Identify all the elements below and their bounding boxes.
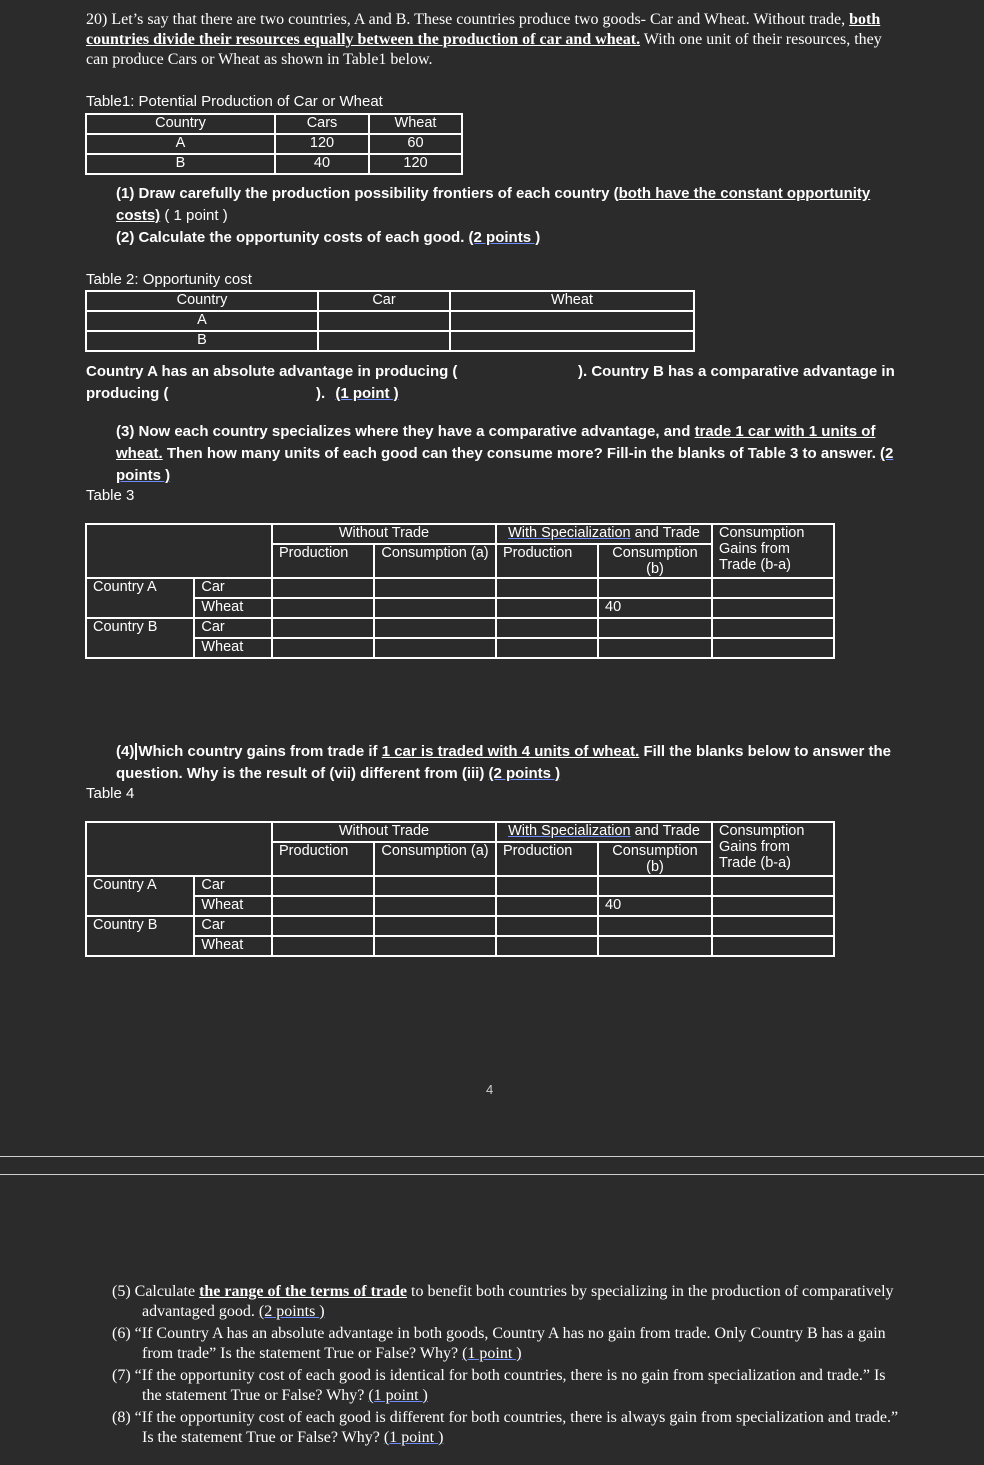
table4-sub-consumption-b: Consumption (b) (598, 842, 712, 876)
table4-input-cell[interactable] (598, 936, 712, 956)
table4-input-cell[interactable] (374, 896, 496, 916)
table2-header-car: Car (318, 291, 450, 311)
q3-points: (2 points ) (116, 445, 894, 484)
table3-good: Wheat (194, 638, 272, 658)
table3-input-cell[interactable] (712, 578, 834, 598)
question-4 (116, 741, 896, 785)
table3-input-cell[interactable] (712, 638, 834, 658)
table3-country-b: Country B (86, 618, 194, 658)
table3-sub-production-2: Production (496, 544, 598, 578)
table4-sub-production-2: Production (496, 842, 598, 876)
table3-input-cell[interactable] (374, 598, 496, 618)
q6-text: “If Country A has an absolute advantage in both goods, Country A has no gain from trade. Only Country B has a gain from trade” Is the statement True or False? Why? (134, 1325, 886, 1362)
q8-text: “If the opportunity cost of each good is different for both countries, there is always gain from specialization and trade.” Is the statement True or False? Why? (134, 1409, 899, 1446)
table4-input-cell[interactable] (598, 916, 712, 936)
advantage-sentence-1 (86, 361, 457, 383)
page-divider-top (0, 1156, 984, 1157)
table2-input-cell[interactable] (450, 331, 694, 351)
table2-cell: A (86, 311, 318, 331)
table2-input-cell[interactable] (318, 311, 450, 331)
table1 (85, 113, 463, 175)
question-number: 20) (86, 11, 108, 28)
q6-number: (6) (112, 1325, 131, 1342)
table2-input-cell[interactable] (318, 331, 450, 351)
table2-caption: Table 2: Opportunity cost (86, 271, 252, 288)
table3-input-cell[interactable] (374, 618, 496, 638)
table4-header-gains: Consumption Gains from Trade (b-a) (712, 822, 834, 876)
q4-underlined: 1 car is traded with 4 units of wheat. (381, 743, 640, 760)
intro-underlined: both countries divide their resources equally between the production of car and wheat. (86, 11, 881, 48)
table4-value-40[interactable]: 40 (598, 896, 712, 916)
table1-cell: 40 (275, 154, 369, 174)
question-2 (116, 227, 540, 249)
page-number: 4 (486, 1082, 494, 1097)
table1-cell: 60 (369, 134, 462, 154)
q1-points: ( 1 point ) (164, 207, 228, 224)
q8-number: (8) (112, 1409, 131, 1426)
table4-sub-consumption-a: Consumption (a) (374, 842, 496, 876)
table1-cell: 120 (369, 154, 462, 174)
table3-input-cell[interactable] (496, 598, 598, 618)
table4-corner (86, 822, 272, 876)
table3-good: Car (194, 578, 272, 598)
page-divider-bottom (0, 1174, 984, 1175)
table3 (85, 523, 835, 659)
table3-input-cell[interactable] (598, 638, 712, 658)
advantage-points: (1 point ) (335, 385, 399, 402)
table3-sub-consumption-a: Consumption (a) (374, 544, 496, 578)
table1-caption: Table1: Potential Production of Car or Wheat (86, 93, 383, 110)
q4-number: (4) (116, 743, 135, 760)
table3-good: Car (194, 618, 272, 638)
table4-good: Wheat (194, 936, 272, 956)
intro-text-1: Let’s say that there are two countries, A and B. These countries produce two goods- Car and Wheat. Without trade, (111, 11, 846, 28)
q4-rest: Fill the blanks below to answer the question. Why is the result of (vii) different from (iii) (116, 743, 891, 782)
question-8 (112, 1408, 902, 1448)
advantage-text-3: producing ( (86, 385, 169, 402)
questions-5-8 (112, 1282, 902, 1450)
q7-number: (7) (112, 1367, 131, 1384)
table1-header-country: Country (86, 114, 275, 134)
table3-input-cell[interactable] (496, 578, 598, 598)
q1-text: (1) Draw carefully the production possibility frontiers of each country ( (116, 185, 619, 202)
table4-good: Wheat (194, 896, 272, 916)
advantage-text-4: ). (316, 385, 326, 402)
table3-header-gains: Consumption Gains from Trade (b-a) (712, 524, 834, 578)
table3-sub-production: Production (272, 544, 374, 578)
q4-points: (2 points ) (488, 765, 561, 782)
advantage-sentence-4 (316, 383, 399, 405)
table4-country-b: Country B (86, 916, 194, 956)
with-specialization-link[interactable]: With Specialization (508, 823, 631, 839)
q4-text: Which country gains from trade if (135, 743, 377, 760)
table2-input-cell[interactable] (450, 311, 694, 331)
table4-input-cell[interactable] (272, 936, 374, 956)
table3-input-cell[interactable] (374, 638, 496, 658)
q2-text: (2) Calculate the opportunity costs of each good. (116, 229, 465, 246)
table4-input-cell[interactable] (496, 936, 598, 956)
advantage-sentence-2 (578, 361, 895, 383)
table3-header-without: Without Trade (272, 524, 496, 544)
table3-input-cell[interactable] (272, 598, 374, 618)
advantage-sentence-3 (86, 383, 169, 405)
q1-underlined: both have the constant opportunity costs) (116, 185, 871, 224)
table4-input-cell[interactable] (272, 916, 374, 936)
q5-number: (5) (112, 1283, 131, 1300)
table4-input-cell[interactable] (598, 876, 712, 896)
table3-corner (86, 524, 272, 578)
table1-cell: 120 (275, 134, 369, 154)
table3-caption: Table 3 (86, 487, 135, 504)
table3-header-with (496, 524, 712, 544)
table4-input-cell[interactable] (374, 876, 496, 896)
table4-header-without: Without Trade (272, 822, 496, 842)
table2-header-country: Country (86, 291, 318, 311)
q3-rest: Then how many units of each good can they consume more? Fill-in the blanks of Table 3 to answer. (166, 445, 876, 462)
table1-header-wheat: Wheat (369, 114, 462, 134)
with-trade-text: and Trade (634, 525, 700, 541)
table4-input-cell[interactable] (272, 896, 374, 916)
table3-sub-consumption-b: Consumption (b) (598, 544, 712, 578)
advantage-text-2: ). Country B has a comparative advantage in (578, 363, 895, 380)
table3-value-40[interactable]: 40 (598, 598, 712, 618)
table4-input-cell[interactable] (712, 896, 834, 916)
table4-input-cell[interactable] (374, 936, 496, 956)
table4-input-cell[interactable] (374, 916, 496, 936)
table4-input-cell[interactable] (496, 876, 598, 896)
table1-cell: B (86, 154, 275, 174)
table4-good: Car (194, 916, 272, 936)
table3-input-cell[interactable] (272, 578, 374, 598)
table2-cell: B (86, 331, 318, 351)
table4-input-cell[interactable] (712, 916, 834, 936)
table2-header-wheat: Wheat (450, 291, 694, 311)
table4-good: Car (194, 876, 272, 896)
table3-input-cell[interactable] (496, 618, 598, 638)
intro-text-2: With one unit of their resources, they can produce Cars or Wheat as shown in Table1 below. (86, 31, 882, 68)
table4-header-with (496, 822, 712, 842)
table3-input-cell[interactable] (496, 638, 598, 658)
table3-input-cell[interactable] (272, 618, 374, 638)
table1-header-cars: Cars (275, 114, 369, 134)
table4-input-cell[interactable] (496, 896, 598, 916)
table1-cell: A (86, 134, 275, 154)
table4-input-cell[interactable] (712, 876, 834, 896)
table3-input-cell[interactable] (374, 578, 496, 598)
q5-rest: to benefit both countries by specializing in the production of comparatively advantaged good. (142, 1283, 894, 1320)
q5-text: Calculate (134, 1283, 196, 1300)
q7-points: (1 point ) (368, 1387, 428, 1404)
table4-caption: Table 4 (86, 785, 135, 802)
table4-sub-production: Production (272, 842, 374, 876)
q3-underlined: trade 1 car with 1 units of wheat. (116, 423, 876, 462)
question-5 (112, 1282, 902, 1322)
question-1 (116, 183, 896, 227)
table2 (85, 290, 695, 352)
question-7 (112, 1366, 902, 1406)
question-20-intro (86, 10, 896, 70)
table3-input-cell[interactable] (272, 638, 374, 658)
table3-input-cell[interactable] (712, 618, 834, 638)
table4-input-cell[interactable] (712, 936, 834, 956)
q5-underlined: the range of the terms of trade (199, 1283, 408, 1300)
question-6 (112, 1324, 902, 1364)
table4-input-cell[interactable] (272, 876, 374, 896)
q8-points: (1 point ) (383, 1429, 444, 1446)
with-trade-text: and Trade (634, 823, 700, 839)
table3-input-cell[interactable] (598, 618, 712, 638)
table3-country-a: Country A (86, 578, 194, 618)
table3-good: Wheat (194, 598, 272, 618)
table4-country-a: Country A (86, 876, 194, 916)
with-specialization-link[interactable]: With Specialization (508, 525, 631, 541)
advantage-text: Country A has an absolute advantage in producing ( (86, 363, 458, 380)
q3-text: (3) Now each country specializes where they have a comparative advantage, and (116, 423, 691, 440)
q5-points: (2 points ) (258, 1303, 325, 1320)
table4 (85, 821, 835, 957)
q6-points: (1 point ) (462, 1345, 522, 1362)
table3-input-cell[interactable] (712, 598, 834, 618)
question-3 (116, 421, 896, 487)
q7-text: “If the opportunity cost of each good is identical for both countries, there is no gain from specialization and trade.” Is the statement True or False? Why? (134, 1367, 886, 1404)
q2-points: (2 points ) (468, 229, 541, 246)
table4-input-cell[interactable] (496, 916, 598, 936)
table3-input-cell[interactable] (598, 578, 712, 598)
